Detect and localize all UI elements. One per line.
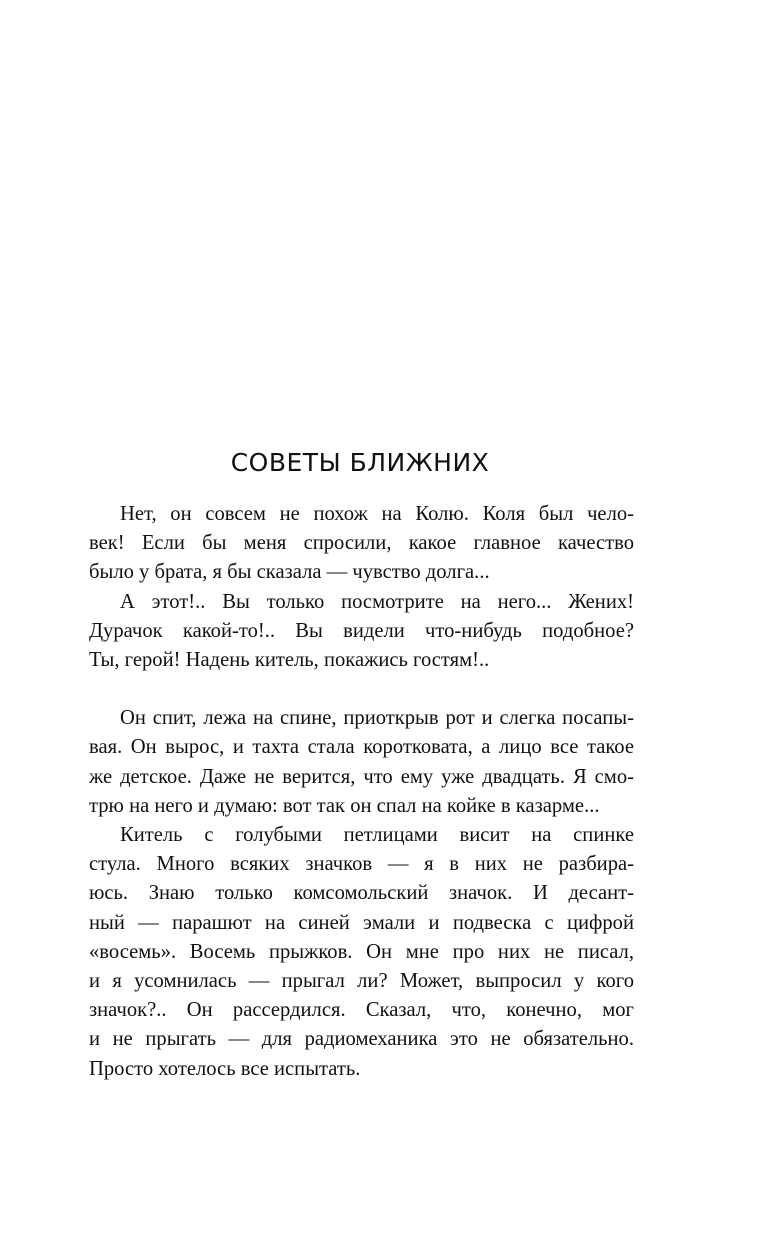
text-line: Дурачок какой-то!.. Вы видели что-нибудь подобное? <box>89 619 634 642</box>
paragraph-4 <box>89 821 634 1084</box>
chapter-title: СОВЕТЫ БЛИЖНИХ <box>230 448 490 477</box>
text-line: Нет, он совсем не похож на Колю. Коля был чело- <box>120 503 634 525</box>
text-line: юсь. Знаю только комсомольский значок. И десант- <box>89 882 634 905</box>
paragraph-2 <box>89 588 634 676</box>
text-line: и не прыгать — для радиомеханика это не обязательно. <box>89 1028 634 1051</box>
text-line: вая. Он вырос, и тахта стала коротковата, а лицо все такое <box>89 736 634 759</box>
text-line: «восемь». Восемь прыжков. Он мне про них не писал, <box>89 940 634 963</box>
text-line: трю на него и думаю: вот так он спал на койке в казарме... <box>89 794 600 817</box>
chapter-body <box>89 500 634 1084</box>
paragraph-3 <box>89 704 634 821</box>
paragraph-1 <box>89 500 634 588</box>
text-line: Просто хотелось все испытать. <box>89 1057 361 1080</box>
text-line: Ты, герой! Надень китель, покажись гостям!.. <box>89 649 490 672</box>
text-line: же детское. Даже не верится, что ему уже двадцать. Я смо- <box>89 765 634 788</box>
text-line: значок?.. Он рассердился. Сказал, что, конечно, мог <box>89 999 634 1022</box>
text-line: Китель с голубыми петлицами висит на спинке <box>120 824 634 847</box>
text-line: ный — парашют на синей эмали и подвеска с цифрой <box>89 911 634 934</box>
text-line: А этот!.. Вы только посмотрите на него... Жених! <box>120 590 634 613</box>
text-line: было у брата, я бы сказала — чувство долга... <box>89 561 490 584</box>
text-line: стула. Много всяких значков — я в них не разбира- <box>89 853 634 876</box>
text-line: век! Если бы меня спросили, какое главное качество <box>89 532 634 555</box>
text-line: и я усомнилась — прыгал ли? Может, выпросил у кого <box>89 970 634 993</box>
text-line: Он спит, лежа на спине, приоткрыв рот и слегка посапы- <box>120 707 634 730</box>
section-break <box>89 675 634 704</box>
